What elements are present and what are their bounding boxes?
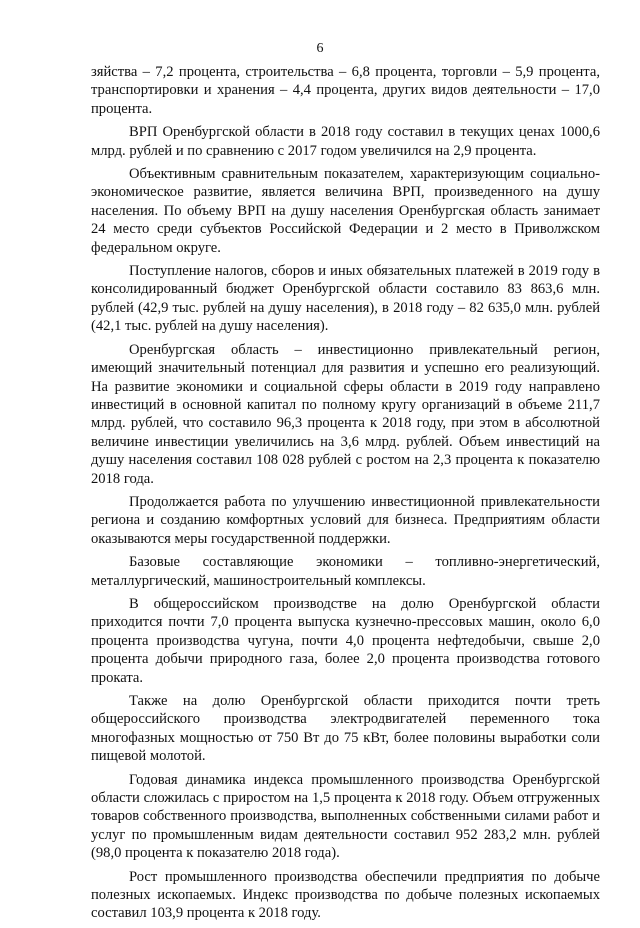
document-body (91, 63, 600, 928)
paragraph-investment: Оренбургская область – инвестиционно привлекательный регион, имеющий значительный потенциал для развития и успешно его реализующий. На развитие экономики и социальной сферы области в 2019 году направлено инвестиций в основной капитал по полному кругу организаций в объеме 211,7 млрд. рублей, что составило 96,3 процента к 2018 году, при этом в абсолютной величине инвестиции увеличились на 3,6 млрд. рублей. Объем инвестиций на душу населения составил 108 028 рублей с ростом на 2,3 процента к показателю 2018 года. (91, 341, 600, 487)
paragraph-grp-per-capita: Объективным сравнительным показателем, характеризующим социально-экономическое развитие, является величина ВРП, произведенного на душу населения. По объему ВРП на душу населения Оренбургская область занимает 24 место среди субъектов Российской Федерации и 2 место в Приволжском федеральном округе. (91, 166, 600, 256)
paragraph-base-industries: Базовые составляющие экономики – топливно-энергетический, металлургический, машиностроительный комплексы. (91, 554, 600, 589)
paragraph-industrial-index: Годовая динамика индекса промышленного производства Оренбургской области сложилась с приростом на 1,5 процента к 2018 году. Объем отгруженных товаров собственного производства, выполненных собственными силами работ и услуг по промышленным видам деятельности составил 952 283,2 млн. рублей (98,0 процента к показателю 2018 года). (91, 771, 600, 862)
paragraph-tax-revenue: Поступление налогов, сборов и иных обязательных платежей в 2019 году в консолидированный бюджет Оренбургской области составило 83 863,6 млн. рублей (42,9 тыс. рублей на душу населения), в 2018 году – 82 635,0 млн. рублей (42,1 тыс. рублей на душу населения). (91, 263, 600, 335)
paragraph-investment-climate: Продолжается работа по улучшению инвестиционной привлекательности региона и созданию комфортных условий для бизнеса. Предприятиям области оказываются меры государственной поддержки. (91, 493, 600, 547)
paragraph-continuation: зяйства – 7,2 процента, строительства – 6,8 процента, торговли – 5,9 процента, транспортировки и хранения – 4,4 процента, других видов деятельности – 17,0 процента. (91, 64, 600, 117)
paragraph-electric-motors: Также на долю Оренбургской области приходится почти треть общероссийского производства электродвигателей переменного тока многофазных мощностью от 750 Вт до 75 кВт, более половины выработки соли пищевой молотой. (91, 693, 600, 765)
paragraph-production-share: В общероссийском производстве на долю Оренбургской области приходится почти 7,0 процента выпуска кузнечно-прессовых машин, около 6,0 процента производства чугуна, почти 4,0 процента нефтедобычи, свыше 2,0 процента добычи природного газа, более 2,0 процента производства готового проката. (91, 595, 600, 686)
paragraph-mining-growth: Рост промышленного производства обеспечили предприятия по добыче полезных ископаемых. Индекс производства по добыче полезных ископаемых составил 103,9 процента к 2018 году. (91, 868, 600, 922)
page-number: 6 (316, 41, 324, 56)
paragraph-grp-2018: ВРП Оренбургской области в 2018 году составил в текущих ценах 1000,6 млрд. рублей и по сравнению с 2017 годом увеличился на 2,9 процента. (91, 124, 600, 159)
